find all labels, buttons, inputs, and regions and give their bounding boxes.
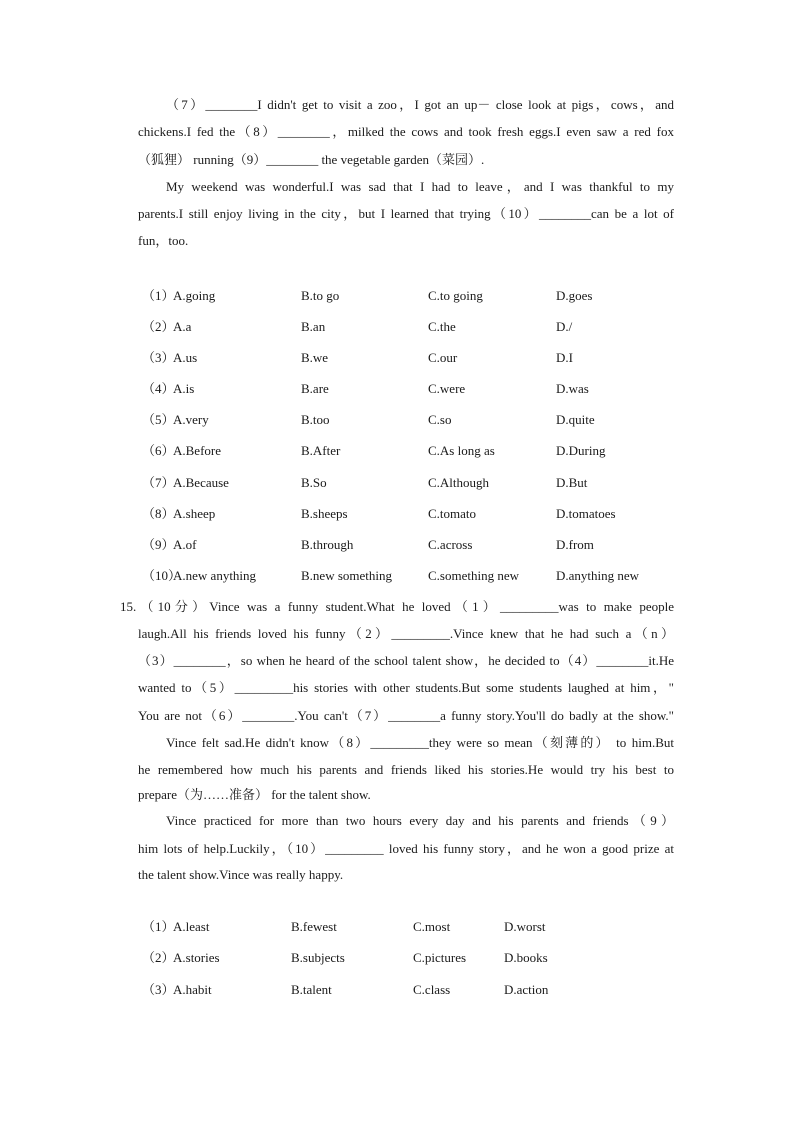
passage-line: laugh.All his friends loved his funny（2）_________.Vince knew that he had such a（n） (138, 626, 674, 641)
passage-line: him lots of help.Luckily，（10）_________ loved his funny story，and he won a good prize at (138, 841, 674, 856)
option-a[interactable]: A.is (173, 381, 195, 396)
question-number: （2） (142, 319, 175, 334)
passage-line: prepare（为……准备） for the talent show. (138, 787, 371, 802)
passage-line: chickens.I fed the（8）________，milked the cows and took fresh eggs.I even saw a red fox (138, 124, 674, 139)
option-d[interactable]: D.I (556, 350, 573, 365)
option-b[interactable]: B.new something (301, 568, 392, 583)
option-a[interactable]: A.stories (173, 950, 220, 965)
option-a[interactable]: A.very (173, 412, 209, 427)
option-d[interactable]: D.But (556, 475, 588, 490)
option-c[interactable]: C.the (428, 319, 456, 334)
passage-line: （3）________，so when he heard of the school talent show，he decided to（4）________it.He (138, 653, 674, 668)
option-d[interactable]: D.quite (556, 412, 595, 427)
passage-line: the talent show.Vince was really happy. (138, 867, 344, 882)
option-a[interactable]: A.new anything (173, 568, 257, 583)
passage-line: My weekend was wonderful.I was sad that I had to leave，and I was thankful to my (166, 179, 674, 194)
option-a[interactable]: A.least (173, 919, 210, 934)
option-c[interactable]: C.As long as (428, 443, 495, 458)
option-c[interactable]: C.to going (428, 288, 483, 303)
question-number: （6） (142, 443, 175, 458)
option-c[interactable]: C.were (428, 381, 466, 396)
passage-line: You are not（6）________.You can't（7）________a funny story.You'll do badly at the show." (138, 708, 674, 723)
question-number: （3） (142, 350, 175, 365)
question-number: （3） (142, 982, 175, 997)
question-number: （1） (142, 919, 175, 934)
question-number: （7） (142, 475, 175, 490)
option-a[interactable]: A.Because (173, 475, 229, 490)
passage-line: （狐狸） running（9）________ the vegetable garden（菜园）. (138, 152, 485, 167)
passage-line: Vince practiced for more than two hours every day and his parents and friends（9） (166, 813, 674, 828)
option-c[interactable]: C.so (428, 412, 452, 427)
option-a[interactable]: A.a (173, 319, 192, 334)
question-15-heading: 15.（10分）Vince was a funny student.What he loved（1）_________was to make people (120, 599, 674, 614)
option-d[interactable]: D.tomatoes (556, 506, 616, 521)
option-b[interactable]: B.too (301, 412, 330, 427)
option-d[interactable]: D.worst (504, 919, 546, 934)
option-d[interactable]: D.goes (556, 288, 593, 303)
question-number: （2） (142, 950, 175, 965)
option-b[interactable]: B.talent (291, 982, 332, 997)
option-a[interactable]: A.going (173, 288, 216, 303)
option-b[interactable]: B.we (301, 350, 329, 365)
question-number: （4） (142, 381, 175, 396)
option-a[interactable]: A.of (173, 537, 197, 552)
question-number: （10） (142, 568, 182, 583)
option-b[interactable]: B.So (301, 475, 327, 490)
option-d[interactable]: D.anything new (556, 568, 640, 583)
option-b[interactable]: B.fewest (291, 919, 337, 934)
option-c[interactable]: C.class (413, 982, 451, 997)
option-d[interactable]: D.action (504, 982, 549, 997)
passage-line: parents.I still enjoy living in the city，but I learned that trying（10）________can be a lot of (138, 206, 674, 221)
passage-line: Vince felt sad.He didn't know（8）_________they were so mean（刻薄的） to him.But (166, 735, 674, 750)
passage-line: fun，too. (138, 233, 189, 248)
option-a[interactable]: A.Before (173, 443, 222, 458)
option-c[interactable]: C.pictures (413, 950, 467, 965)
option-c[interactable]: C.most (413, 919, 451, 934)
option-d[interactable]: D.During (556, 443, 606, 458)
question-number: （8） (142, 506, 175, 521)
passage-line: （7）________I didn't get to visit a zoo，I got an up－ close look at pigs，cows，and (166, 97, 674, 112)
option-c[interactable]: C.tomato (428, 506, 477, 521)
option-c[interactable]: C.something new (428, 568, 519, 583)
option-b[interactable]: B.are (301, 381, 329, 396)
option-b[interactable]: B.an (301, 319, 326, 334)
option-b[interactable]: B.After (301, 443, 341, 458)
option-c[interactable]: C.our (428, 350, 458, 365)
option-a[interactable]: A.sheep (173, 506, 216, 521)
option-d[interactable]: D.from (556, 537, 594, 552)
option-d[interactable]: D.was (556, 381, 589, 396)
option-b[interactable]: B.through (301, 537, 354, 552)
option-d[interactable]: D.books (504, 950, 548, 965)
question-number: （9） (142, 537, 175, 552)
option-a[interactable]: A.us (173, 350, 198, 365)
option-b[interactable]: B.to go (301, 288, 340, 303)
passage-line: wanted to（5）_________his stories with other students.But some students laughed at him，" (138, 680, 674, 695)
option-c[interactable]: C.across (428, 537, 473, 552)
question-number: （5） (142, 412, 175, 427)
option-c[interactable]: C.Although (428, 475, 490, 490)
option-d[interactable]: D./ (556, 319, 573, 334)
question-number: （1） (142, 288, 175, 303)
passage-line: he remembered how much his parents and friends liked his stories.He would try his best to (138, 762, 674, 777)
option-b[interactable]: B.subjects (291, 950, 345, 965)
option-a[interactable]: A.habit (173, 982, 212, 997)
option-b[interactable]: B.sheeps (301, 506, 348, 521)
